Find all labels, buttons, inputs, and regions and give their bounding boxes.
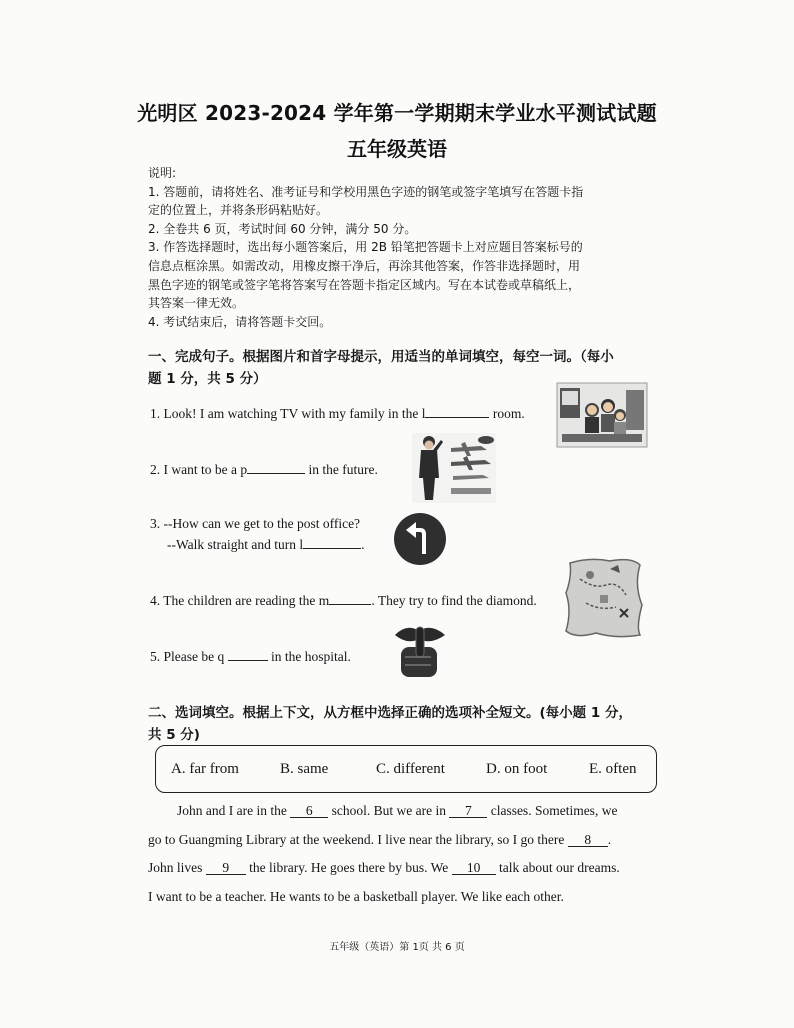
passage-line-2 <box>148 832 668 848</box>
option-d: D. on foot <box>486 761 548 777</box>
q3-blank[interactable] <box>303 536 361 549</box>
passage-line-4: I want to be a teacher. He wants to be a basketball player. We like each other. <box>148 889 564 904</box>
instruction-line: 其答案一律无效。 <box>148 296 245 311</box>
passage-text: the library. He goes there by bus. We <box>249 860 449 875</box>
instruction-line: 信息点框涂黑。如需改动，用橡皮擦干净后，再涂其他答案，作答非选择题时，用 <box>148 258 581 273</box>
instruction-line: 1. 答题前，请将姓名、准考证号和学校用黑色字迹的钢笔或签字笔填写在答题卡指 <box>148 184 584 199</box>
q3-text-before: --Walk straight and turn l <box>167 537 304 552</box>
section1-heading-line2: 题 1 分，共 5 分） <box>148 371 267 387</box>
blank-6[interactable]: 6 <box>290 804 328 818</box>
passage-text: go to Guangming Library at the weekend. I live near the library, so I go there <box>148 832 565 847</box>
instruction-line: 定的位置上，并将条形码粘贴好。 <box>148 203 329 218</box>
q2-text-after: in the future. <box>308 462 378 477</box>
section1-heading-line1: 一、完成句子。根据图片和首字母提示，用适当的单词填空，每空一词。（每小 <box>148 349 614 365</box>
q5-text-after: in the hospital. <box>270 649 351 664</box>
quiet-gesture-image <box>391 621 449 681</box>
passage-line-3 <box>148 860 668 876</box>
instruction-line: 4. 考试结束后，请将答题卡交回。 <box>148 314 332 329</box>
instruction-line: 3. 作答选择题时，选出每小题答案后，用 2B 铅笔把答题卡上对应题目答案标号的 <box>148 240 583 255</box>
question-1 <box>150 405 525 422</box>
option-c: C. different <box>376 761 445 777</box>
turn-left-sign-icon <box>393 512 447 566</box>
passage-text: classes. Sometimes, we <box>490 803 618 818</box>
question-5 <box>150 648 351 665</box>
q1-text-before: 1. Look! I am watching TV with my family in the l <box>150 406 426 421</box>
option-e: E. often <box>589 761 637 777</box>
question-3-line1: 3. --How can we get to the post office? <box>150 516 361 531</box>
instructions-heading: 说明: <box>148 166 177 180</box>
instruction-line: 黑色字迹的钢笔或签字笔将答案写在答题卡指定区域内。写在本试卷或草稿纸上， <box>148 277 581 292</box>
blank-10[interactable]: 10 <box>452 861 496 875</box>
q4-blank[interactable] <box>329 592 371 605</box>
living-room-family-image <box>556 382 648 448</box>
blank-9[interactable]: 9 <box>206 861 246 875</box>
option-b: B. same <box>280 761 329 777</box>
q2-text-before: 2. I want to be a p <box>150 462 248 477</box>
instructions <box>148 164 658 331</box>
q1-text-after: room. <box>492 406 525 421</box>
option-a: A. far from <box>171 761 239 777</box>
treasure-map-image <box>560 555 648 639</box>
blank-8[interactable]: 8 <box>568 833 608 847</box>
question-2 <box>150 461 378 478</box>
q5-text-before: 5. Please be q <box>150 649 225 664</box>
blank-7[interactable]: 7 <box>449 804 487 818</box>
passage-text: John lives <box>148 860 203 875</box>
word-bank-box <box>155 745 657 793</box>
q2-blank[interactable] <box>247 461 305 474</box>
q1-blank[interactable] <box>425 405 489 418</box>
question-4 <box>150 592 537 609</box>
passage-text: . <box>607 832 612 847</box>
section2-heading <box>148 702 663 746</box>
instruction-line: 2. 全卷共 6 页，考试时间 60 分钟，满分 50 分。 <box>148 221 417 236</box>
passage-text: John and I are in the <box>177 803 287 818</box>
exam-title: 光明区 2023-2024 学年第一学期期末学业水平测试试题 <box>137 101 657 125</box>
question-3-line2 <box>167 536 365 553</box>
passage-line-1 <box>177 803 697 819</box>
section2-heading-line1: 二、选词填空。根据上下文，从方框中选择正确的选项补全短文。(每小题 1 分， <box>148 705 632 721</box>
page-footer: 五年级（英语）第 1页 共 6 页 <box>329 942 465 953</box>
q3-text-after: . <box>361 537 365 552</box>
section2-heading-line2: 共 5 分) <box>148 727 200 743</box>
pilot-airplanes-image <box>411 432 497 504</box>
exam-subtitle: 五年级英语 <box>347 137 447 161</box>
passage-text: talk about our dreams. <box>499 860 620 875</box>
q5-blank[interactable] <box>228 648 268 661</box>
passage-text: school. But we are in <box>331 803 446 818</box>
q4-text-after: . They try to find the diamond. <box>371 593 537 608</box>
q4-text-before: 4. The children are reading the m <box>150 593 330 608</box>
